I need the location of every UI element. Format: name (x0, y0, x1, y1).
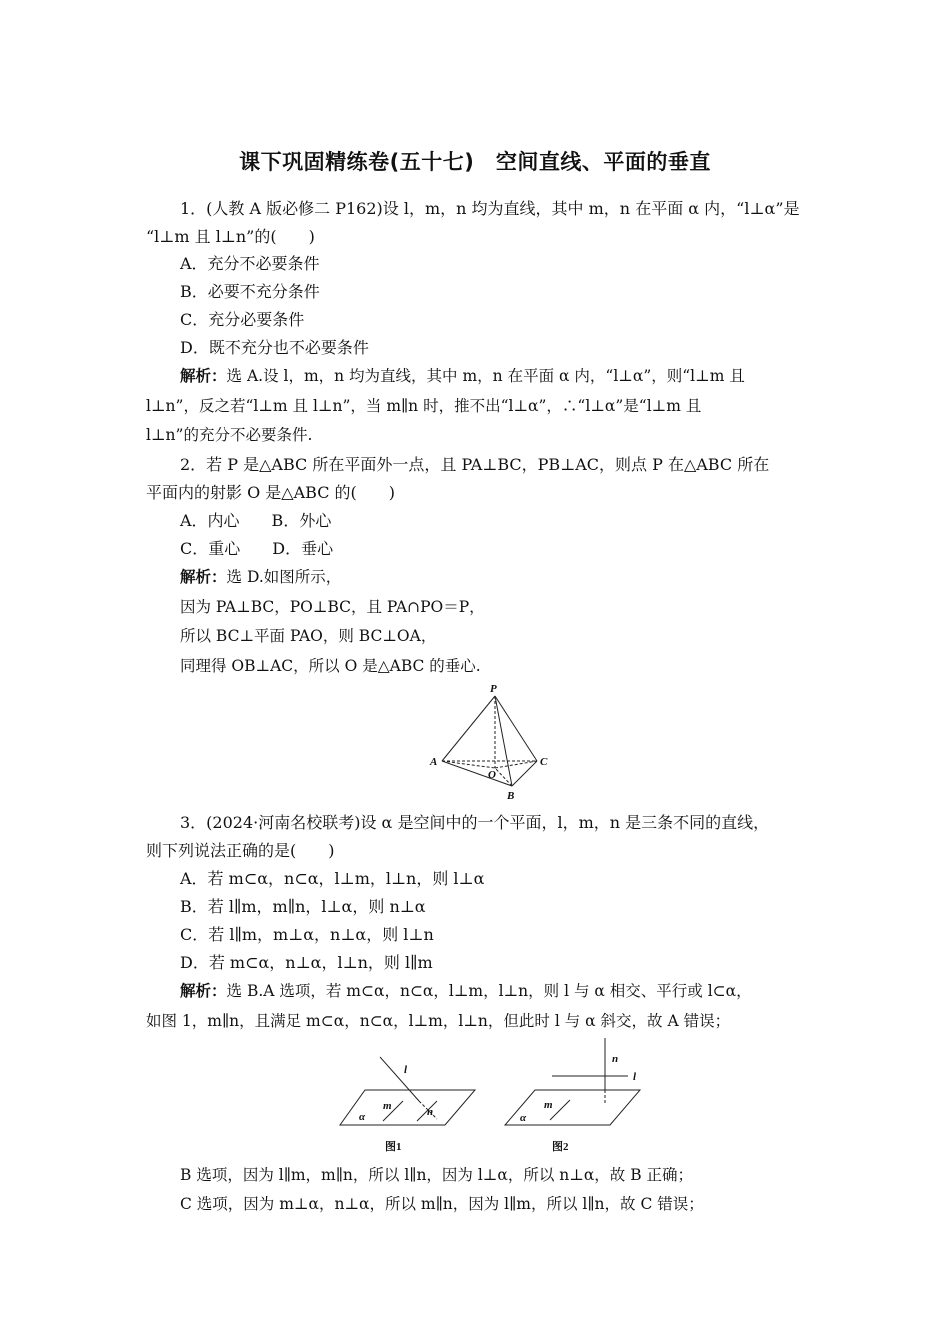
q2-options-row2: C．重心 D．垂心 (180, 539, 334, 558)
q3-stem-line1: 3．(2024·河南名校联考)设 α 是空间中的一个平面，l，m，n 是三条不同的直线， (180, 813, 770, 832)
q1-option-d: D．既不充分也不必要条件 (180, 338, 369, 357)
q1-solution-line2: l⊥n”，反之若“l⊥m 且 l⊥n”，当 m∥n 时，推不出“l⊥α”，∴“l⊥α”是“l⊥m 且 (146, 397, 702, 415)
figure-2 (500, 1035, 650, 1160)
label-a: A (430, 756, 438, 768)
fig1-caption: 图1 (385, 1141, 402, 1153)
q1-option-a: A．充分不必要条件 (180, 254, 320, 273)
q2-solution-label: 解析： (180, 567, 227, 586)
page-title: 课下巩固精练卷(五十七) 空间直线、平面的垂直 (239, 150, 711, 174)
q3-solution-text1: 选 B.A 选项，若 m⊂α，n⊂α，l⊥m，l⊥n，则 l 与 α 相交、平行或 l⊂α， (226, 982, 752, 1000)
q3-stem-line2: 则下列说法正确的是( ) (146, 841, 335, 860)
q3-solution-b: B 选项，因为 l∥m，m∥n，所以 l∥n，因为 l⊥α，所以 n⊥α，故 B 正确； (180, 1166, 694, 1184)
q1-stem-line1: 1．(人教 A 版必修二 P162)设 l，m，n 均为直线，其中 m，n 在平面 α 内，“l⊥α”是 (180, 199, 800, 218)
q2-stem-line1: 2．若 P 是△ABC 所在平面外一点，且 PA⊥BC，PB⊥AC，则点 P 在△ABC 所在 (180, 455, 770, 474)
q1-option-b: B．必要不充分条件 (180, 282, 320, 301)
q2-solution-line2: 因为 PA⊥BC，PO⊥BC，且 PA∩PO＝P， (180, 598, 485, 616)
fig2-caption: 图2 (552, 1141, 569, 1153)
q1-solution-line1 (180, 365, 745, 387)
edge-pa (442, 696, 495, 761)
q3-solution-line1 (180, 980, 752, 1002)
q2-solution-line4: 同理得 OB⊥AC，所以 O 是△ABC 的垂心. (180, 657, 481, 675)
q2-stem-line2: 平面内的射影 O 是△ABC 的( ) (146, 483, 396, 502)
edge-ab (442, 761, 512, 786)
q3-option-a: A．若 m⊂α，n⊂α，l⊥m，l⊥n，则 l⊥α (180, 869, 485, 888)
q1-stem-line2: “l⊥m 且 l⊥n”的( ) (146, 227, 315, 246)
q3-option-d: D．若 m⊂α，n⊥α，l⊥n，则 l∥m (180, 953, 433, 972)
q2-solution-text1: 选 D.如图所示， (226, 568, 342, 586)
q3-option-b: B．若 l∥m，m∥n，l⊥α，则 n⊥α (180, 897, 426, 916)
line-m-2 (550, 1100, 570, 1120)
figure-1 (335, 1045, 480, 1160)
label-c: C (540, 756, 548, 768)
fig1-label-m: m (383, 1100, 392, 1112)
label-b: B (507, 790, 515, 802)
q1-solution-text1: 选 A.设 l，m，n 均为直线，其中 m，n 在平面 α 内，“l⊥α”，则“l⊥m 且 (226, 367, 745, 385)
fig2-label-n: n (612, 1053, 619, 1065)
line-ao2-dashed (442, 761, 495, 768)
fig1-label-l: l (404, 1064, 408, 1076)
label-o: O (488, 769, 496, 781)
q2-options-row1: A．内心 B．外心 (180, 511, 332, 530)
label-p: P (490, 683, 497, 695)
q1-solution-label: 解析： (180, 366, 227, 385)
line-l-upper (380, 1057, 419, 1101)
fig1-label-n: n (427, 1106, 434, 1118)
fig2-label-l: l (633, 1071, 637, 1083)
tetrahedron-figure (420, 680, 560, 805)
q2-solution-line1 (180, 566, 341, 588)
q3-solution-line2: 如图 1，m∥n，且满足 m⊂α，n⊂α，l⊥m，l⊥n，但此时 l 与 α 斜交，故 A 错误； (146, 1012, 731, 1030)
fig2-label-alpha: α (520, 1112, 527, 1124)
q1-solution-line3: l⊥n”的充分不必要条件. (146, 426, 313, 444)
q1-option-c: C．充分必要条件 (180, 310, 305, 329)
q2-solution-line3: 所以 BC⊥平面 PAO，则 BC⊥OA， (180, 627, 437, 645)
q3-solution-label: 解析： (180, 981, 227, 1000)
q3-solution-c: C 选项，因为 m⊥α，n⊥α，所以 m∥n，因为 l∥m，所以 l∥n，故 C 错误； (180, 1195, 704, 1213)
fig2-label-m: m (544, 1099, 553, 1111)
fig1-label-alpha: α (359, 1111, 366, 1123)
q3-option-c: C．若 l∥m，m⊥α，n⊥α，则 l⊥n (180, 925, 434, 944)
